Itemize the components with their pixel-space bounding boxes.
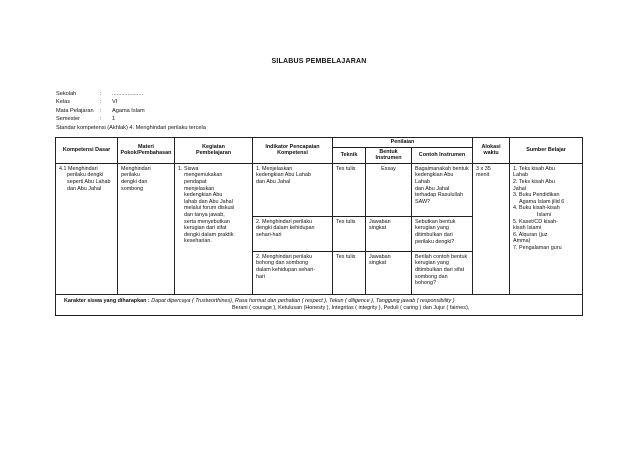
cell-materi [118, 163, 175, 294]
cell-line: dan Abu Jahal [256, 178, 291, 185]
cell-kompetensi [56, 163, 118, 294]
table-row [56, 163, 583, 216]
cell-line: kedengkian Abu Lahab [415, 172, 454, 185]
cell-line: Bagaimanakah bentuk [415, 165, 469, 172]
karakter-line-2: Berani ( courage ), Ketulusan (Honesty ), Integritas ( integrity ), Peduli ( caring ) dan Jujur ( fairnes), [232, 304, 470, 311]
header-indikator [253, 138, 333, 164]
cell-line: 2. Menghindari perilaku [256, 218, 313, 225]
meta-sekolah [56, 90, 206, 98]
cell-alokasi [473, 163, 510, 294]
header-penilaian: Penilaian [333, 138, 473, 148]
cell-line: terhadap Rasulullah [415, 192, 463, 199]
karakter-label: Karakter siswa yang diharapkan : [64, 297, 150, 304]
standar-kompetensi: Standar kompetensi (Akhlak) 4. Menghindari perilaku tercela [56, 124, 206, 131]
cell-line: seperti Abu Lahab [67, 178, 111, 185]
header-line: Alokasi [481, 143, 501, 150]
cell-line: 1. Siswa [178, 165, 199, 172]
cell-contoh [412, 216, 473, 251]
cell-line: lahab dan Abu Jahal [184, 198, 233, 205]
meta-colon: : [100, 107, 102, 114]
cell-line: 7. Pengalaman guru [513, 244, 562, 251]
cell-indikator [253, 216, 333, 251]
cell-line: perilaku dengki [67, 172, 104, 179]
meta-label: Semester [56, 116, 80, 123]
header-line: Kegiatan [202, 143, 225, 150]
cell-line: 3. Buku Pendidikan [513, 192, 560, 199]
cell-line: sombong dan bohong? [415, 273, 448, 287]
cell-line: dan Abu Jahal [67, 185, 102, 192]
karakter-cell [56, 294, 583, 315]
cell-line: 1. Teks kisah Abu [513, 165, 555, 172]
cell-indikator [253, 251, 333, 294]
cell-line: ditimbulkan dari [415, 231, 453, 238]
cell-line: 3 x 35 [476, 165, 491, 172]
meta-kelas [56, 98, 206, 106]
header-teknik: Teknik [333, 147, 366, 163]
cell-line: sehari-hari [256, 231, 282, 238]
cell-line: keseharian. [184, 238, 212, 245]
header-sumber: Sumber Belajar [510, 138, 583, 164]
meta-label: Mata Pelajaran [56, 107, 94, 114]
cell-line: dengki dalam kehidupan [256, 225, 315, 232]
meta-value: Agama Islam [112, 107, 145, 114]
header-line: Pembelajaran [195, 150, 232, 157]
meta-mapel [56, 107, 206, 115]
cell-line: dalam kehidupan sehari- [256, 266, 316, 273]
cell-bentuk: Jawaban singkat [366, 216, 412, 251]
cell-teknik: Tes tulis [333, 163, 366, 216]
cell-line: serta menyebutkan [184, 218, 230, 225]
cell-line: 4. Buku kisah-kisah [513, 205, 560, 212]
header-line: Instrumen [375, 155, 402, 162]
header-kompetensi: Kompetensi Dasar [56, 138, 118, 164]
header-line: Kompetensi [277, 150, 308, 157]
header-line: Bentuk [379, 148, 398, 155]
meta-value: .................... [112, 91, 144, 97]
cell-kegiatan [175, 163, 253, 294]
meta-colon: : [100, 116, 102, 123]
cell-line: Sebutkan bentuk [415, 218, 456, 225]
cell-line: Jahal [513, 185, 526, 192]
header-line: Pokok/Pembahasan [120, 150, 172, 157]
header-contoh: Contoh Instrumen [412, 147, 473, 163]
header-bentuk [366, 147, 412, 163]
meta-colon: : [100, 99, 102, 106]
cell-line: 5. Kaset/CD kisah- [513, 218, 558, 225]
cell-teknik: Tes tulis [333, 216, 366, 251]
cell-line: dengki dalam praktik [184, 231, 234, 238]
header-kegiatan [175, 138, 253, 164]
header-line: waktu [483, 150, 499, 157]
cell-bentuk: Jawaban singkat [366, 251, 412, 294]
meta-colon: : [100, 91, 102, 97]
meta-label: Sekolah [56, 91, 77, 97]
karakter-row [56, 294, 583, 315]
cell-line: dengki dan sombong [121, 178, 148, 192]
karakter-line-1: Dapat dipercaya ( Trustworthines), Rasa hormat dan perhatian ( respect ), Tekun ( diligence ), Tanggung jawab ( responsibility ) [151, 297, 455, 304]
meta-semester [56, 115, 206, 123]
header-line: Materi [138, 143, 154, 150]
cell-sumber [510, 163, 583, 294]
cell-line: 1. Menjelaskan [256, 165, 293, 172]
cell-line: mengemukakan [184, 172, 223, 179]
cell-line: 6. Alquran (juz [513, 231, 548, 238]
cell-line: menjelaskan [184, 185, 215, 192]
cell-teknik: Tes tulis [333, 251, 366, 294]
page-title: SILABUS PEMBELAJARAN [271, 58, 367, 65]
cell-line: dan tanya jawab, [184, 211, 225, 218]
cell-line: SAW? [415, 198, 431, 205]
cell-line: perilaku dengki? [415, 238, 455, 245]
meta-value: 1 [112, 116, 116, 123]
cell-line: pendapat [184, 178, 207, 185]
cell-line: kerugian yang [415, 225, 449, 232]
cell-line: hari [256, 273, 265, 280]
cell-line: Berilah contoh bentuk [415, 253, 468, 260]
cell-line: kedengkian Abu [184, 192, 223, 199]
cell-line: melalui forum diskusi [184, 205, 235, 212]
cell-contoh [412, 251, 473, 294]
cell-line: kedengkian Abu Lahab [256, 172, 311, 179]
cell-line: bohong dan sombong [256, 260, 309, 267]
cell-line: dan Abu Jahal [415, 185, 450, 192]
cell-line: kerugian yang [415, 260, 449, 267]
meta-label: Kelas [56, 99, 70, 106]
cell-line: Agama Islam jilid 6 [519, 198, 565, 205]
cell-line: kerugian dari sifat [184, 225, 227, 232]
syllabus-table [55, 137, 583, 316]
cell-line: 4.1 Menghindari [59, 165, 98, 172]
cell-line: kisah Islami [513, 225, 542, 232]
cell-line: Lahab [513, 172, 529, 179]
cell-line: Amma) [513, 238, 531, 245]
header-row [56, 138, 583, 148]
meta-value: VI [112, 99, 118, 106]
cell-line: Menghindari perilaku [121, 165, 151, 179]
header-line: Indikator Pencapaian [265, 143, 320, 150]
cell-line: menit [476, 172, 490, 179]
header-materi [118, 138, 175, 164]
cell-line: Islami [537, 211, 552, 218]
cell-indikator [253, 163, 333, 216]
document-meta [56, 90, 206, 132]
cell-bentuk: Essay [366, 163, 412, 216]
cell-line: ditimbulkan dari sifat [415, 266, 465, 273]
cell-line: 2. Teks kisah Abu [513, 178, 555, 185]
header-alokasi [473, 138, 510, 164]
cell-line: 2. Menghindari perilaku [256, 253, 313, 260]
cell-contoh [412, 163, 473, 216]
